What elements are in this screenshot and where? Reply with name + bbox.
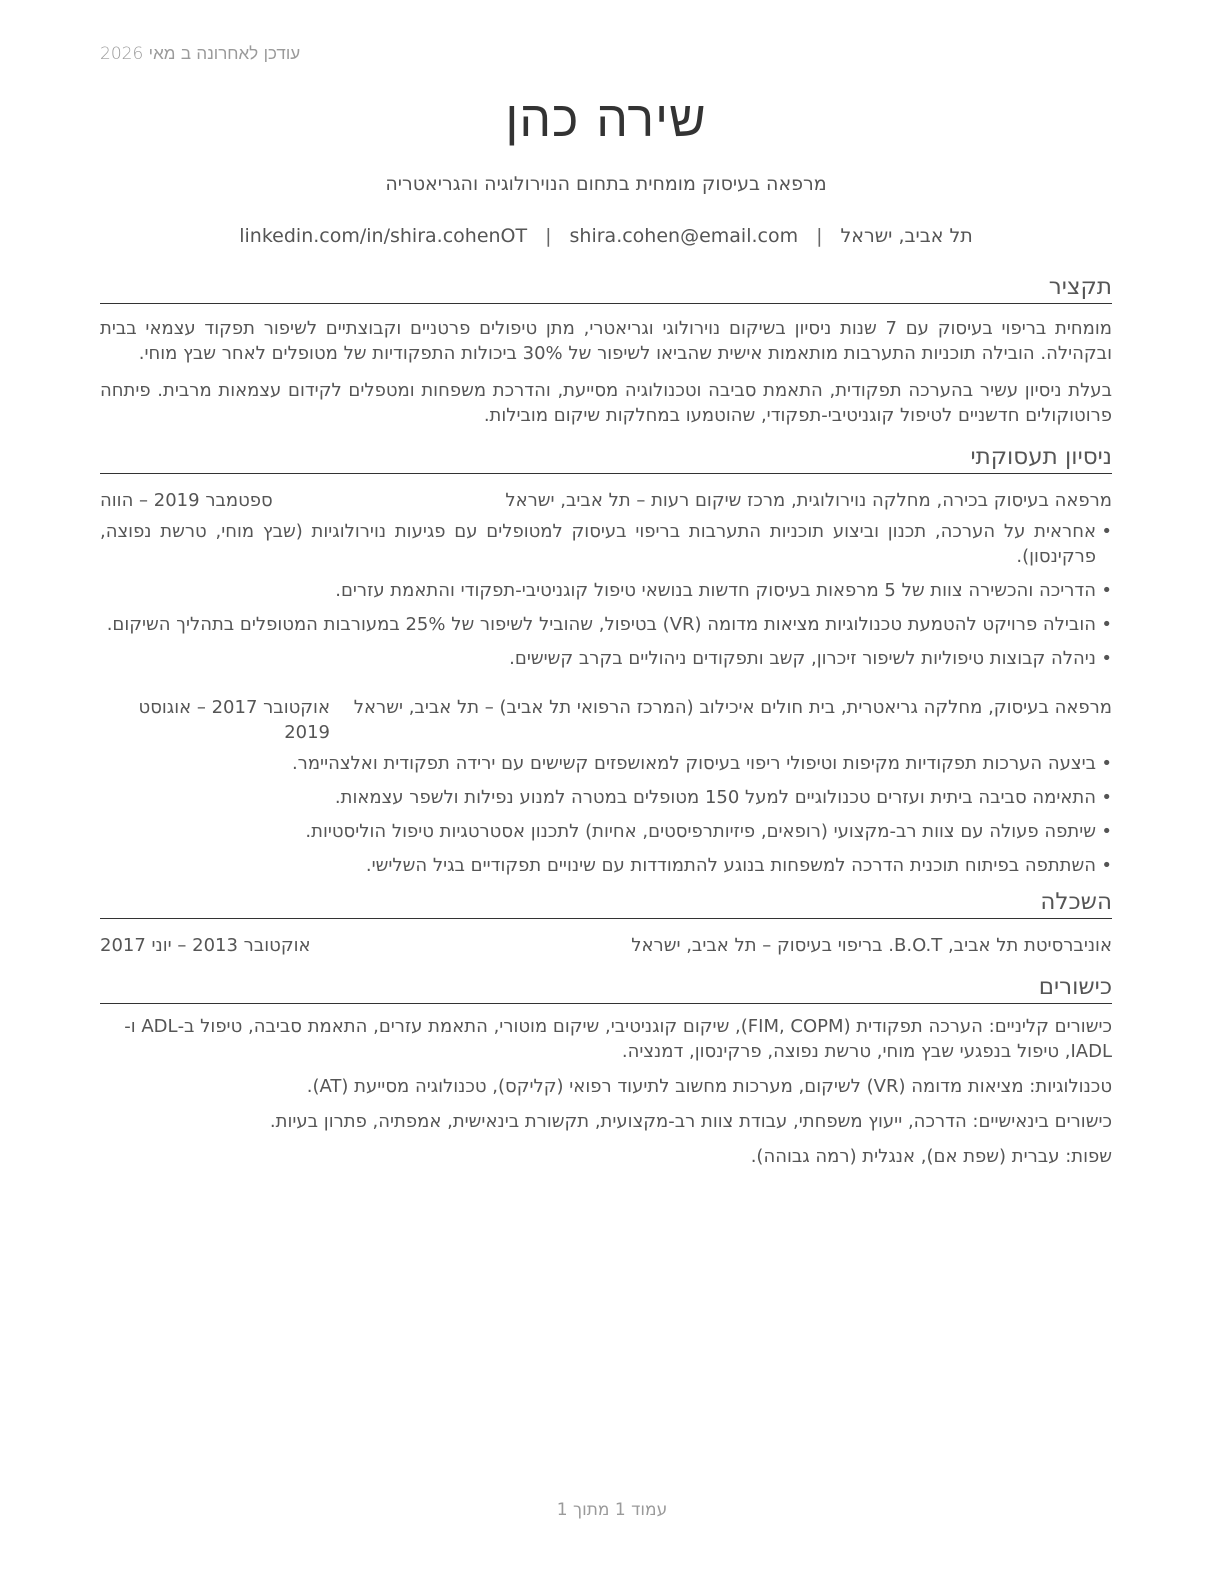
- last-updated-note: עודכן לאחרונה ב מאי 2026: [100, 44, 301, 64]
- job-dates-text: ספטמבר 2019 – הווה: [100, 490, 273, 511]
- job-bullet: • ניהלה קבוצות טיפוליות לשיפור זיכרון, קשב ותפקודים ניהוליים בקרב קשישים.: [100, 646, 1112, 671]
- job-bullet: • הדריכה והכשירה צוות של 5 מרפאות בעיסוק חדשות בנושאי טיפול קוגניטיבי-תפקודי והתאמת עזרים.: [100, 578, 1112, 603]
- education-entry: [100, 933, 1112, 958]
- job-bullet: • ביצעה הערכות תפקודיות מקיפות וטיפולי ריפוי בעיסוק למאושפזים קשישים עם ירידה תפקודית ואלצהיימר.: [100, 751, 1112, 776]
- job-dates: [100, 695, 330, 745]
- education-dates-text: אוקטובר 2013 – יוני 2017: [100, 935, 311, 956]
- resume-header: [100, 84, 1112, 250]
- page-number: עמוד 1 מתוך 1: [556, 1500, 668, 1520]
- job-entry: [100, 695, 1112, 878]
- job-header: [100, 488, 1112, 513]
- section-title-experience: ניסיון תעסוקתי: [100, 442, 1112, 474]
- job-title-company: מרפאה בעיסוק בכירה, מחלקה נוירולוגית, מרכז שיקום רעות – תל אביב, ישראל: [505, 490, 1112, 511]
- job-bullet: • התאימה סביבה ביתית ועזרים טכנולוגיים למעל 150 מטופלים במטרה למנוע נפילות ולשפר עצמאות.: [100, 785, 1112, 810]
- candidate-name: שירה כהן: [505, 90, 707, 148]
- contact-line: [100, 222, 1112, 250]
- contact-email[interactable]: shira.cohen@email.com: [569, 225, 799, 247]
- skills-section: [100, 972, 1112, 1169]
- experience-section: [100, 442, 1112, 878]
- section-title-education: השכלה: [100, 887, 1112, 919]
- summary-paragraph: מומחית בריפוי בעיסוק עם 7 שנות ניסיון בשיקום נוירולוגי וגריאטרי, מתן טיפולים פרטניים וקבוצתיים לשיפור תפקוד עצמאי בבית ובקהילה. הובילה תוכניות התערבות מותאמות אישית שהביאו לשיפור של 30% ביכולות התפקודיות של מטופלים לאחר שבץ מוחי.: [100, 318, 1113, 364]
- section-title-summary: תקציר: [100, 272, 1112, 304]
- education-section: [100, 887, 1112, 958]
- summary-section: [100, 272, 1112, 428]
- skills-line: שפות: עברית (שפת אם), אנגלית (רמה גבוהה).: [750, 1146, 1112, 1167]
- section-title-skills: כישורים: [100, 972, 1112, 1004]
- job-bullet: • הובילה פרויקט להטמעת טכנולוגיות מציאות מדומה (VR) בטיפול, שהוביל לשיפור של 25% במעורבות המטופלים בתהליך השיקום.: [100, 612, 1112, 637]
- education-dates: [100, 933, 330, 958]
- skills-line: כישורים קליניים: הערכה תפקודית (FIM, COPM), שיקום קוגניטיבי, שיקום מוטורי, התאמת עזרים, התאמת סביבה, טיפול ב-ADL ו-IADL, טיפול בנפגעי שבץ מוחי, טרשת נפוצה, פרקינסון, דמנציה.: [124, 1016, 1112, 1062]
- summary-paragraph: בעלת ניסיון עשיר בהערכה תפקודית, התאמת סביבה וטכנולוגיה מסייעת, והדרכת משפחות ומטפלים לקידום עצמאות מרבית. פיתחה פרוטוקולים חדשניים לטיפול קוגניטיבי-תפקודי, שהוטמעו במחלקות שיקום מובילות.: [100, 380, 1112, 426]
- job-title-company: מרפאה בעיסוק, מחלקה גריאטרית, בית חולים איכילוב (המרכז הרפואי תל אביב) – תל אביב, ישראל: [353, 697, 1112, 718]
- job-bullets: [100, 519, 1112, 671]
- resume-body: [100, 272, 1112, 1169]
- candidate-headline: מרפאה בעיסוק מומחית בתחום הנוירולוגיה והגריאטריה: [385, 173, 827, 195]
- education-institution: אוניברסיטת תל אביב, B.O.T. בריפוי בעיסוק – תל אביב, ישראל: [631, 935, 1112, 956]
- skills-line: טכנולוגיות: מציאות מדומה (VR) לשיקום, מערכות מחשוב לתיעוד רפואי (קליקס), טכנולוגיה מסייעת (AT).: [306, 1076, 1112, 1097]
- job-bullet: • אחראית על הערכה, תכנון וביצוע תוכניות התערבות בריפוי בעיסוק למטופלים עם פגיעות נוירולוגיות (שבץ מוחי, טרשת נפוצה, פרקינסון).: [100, 519, 1112, 569]
- job-dates: [100, 488, 330, 513]
- job-bullet: • שיתפה פעולה עם צוות רב-מקצועי (רופאים, פיזיותרפיסטים, אחיות) לתכנון אסטרטגיות טיפול הוליסטיות.: [100, 819, 1112, 844]
- job-bullet: • השתתפה בפיתוח תוכנית הדרכה למשפחות בנוגע להתמודדות עם שינויים תפקודיים בגיל השלישי.: [100, 853, 1112, 878]
- skills-line: כישורים בינאישיים: הדרכה, ייעוץ משפחתי, עבודת צוות רב-מקצועית, תקשורת בינאישית, אמפתיה, פתרון בעיות.: [269, 1111, 1112, 1132]
- contact-separator: |: [816, 225, 823, 247]
- contact-linkedin[interactable]: linkedin.com/in/shira.cohenOT: [239, 225, 528, 247]
- contact-location: תל אביב, ישראל: [840, 225, 973, 247]
- education-header: [100, 933, 1112, 958]
- job-dates-text: אוקטובר 2017 – אוגוסט 2019: [138, 697, 330, 743]
- job-entry: [100, 488, 1112, 671]
- job-header: [100, 695, 1112, 745]
- contact-separator: |: [545, 225, 552, 247]
- job-bullets: [100, 751, 1112, 878]
